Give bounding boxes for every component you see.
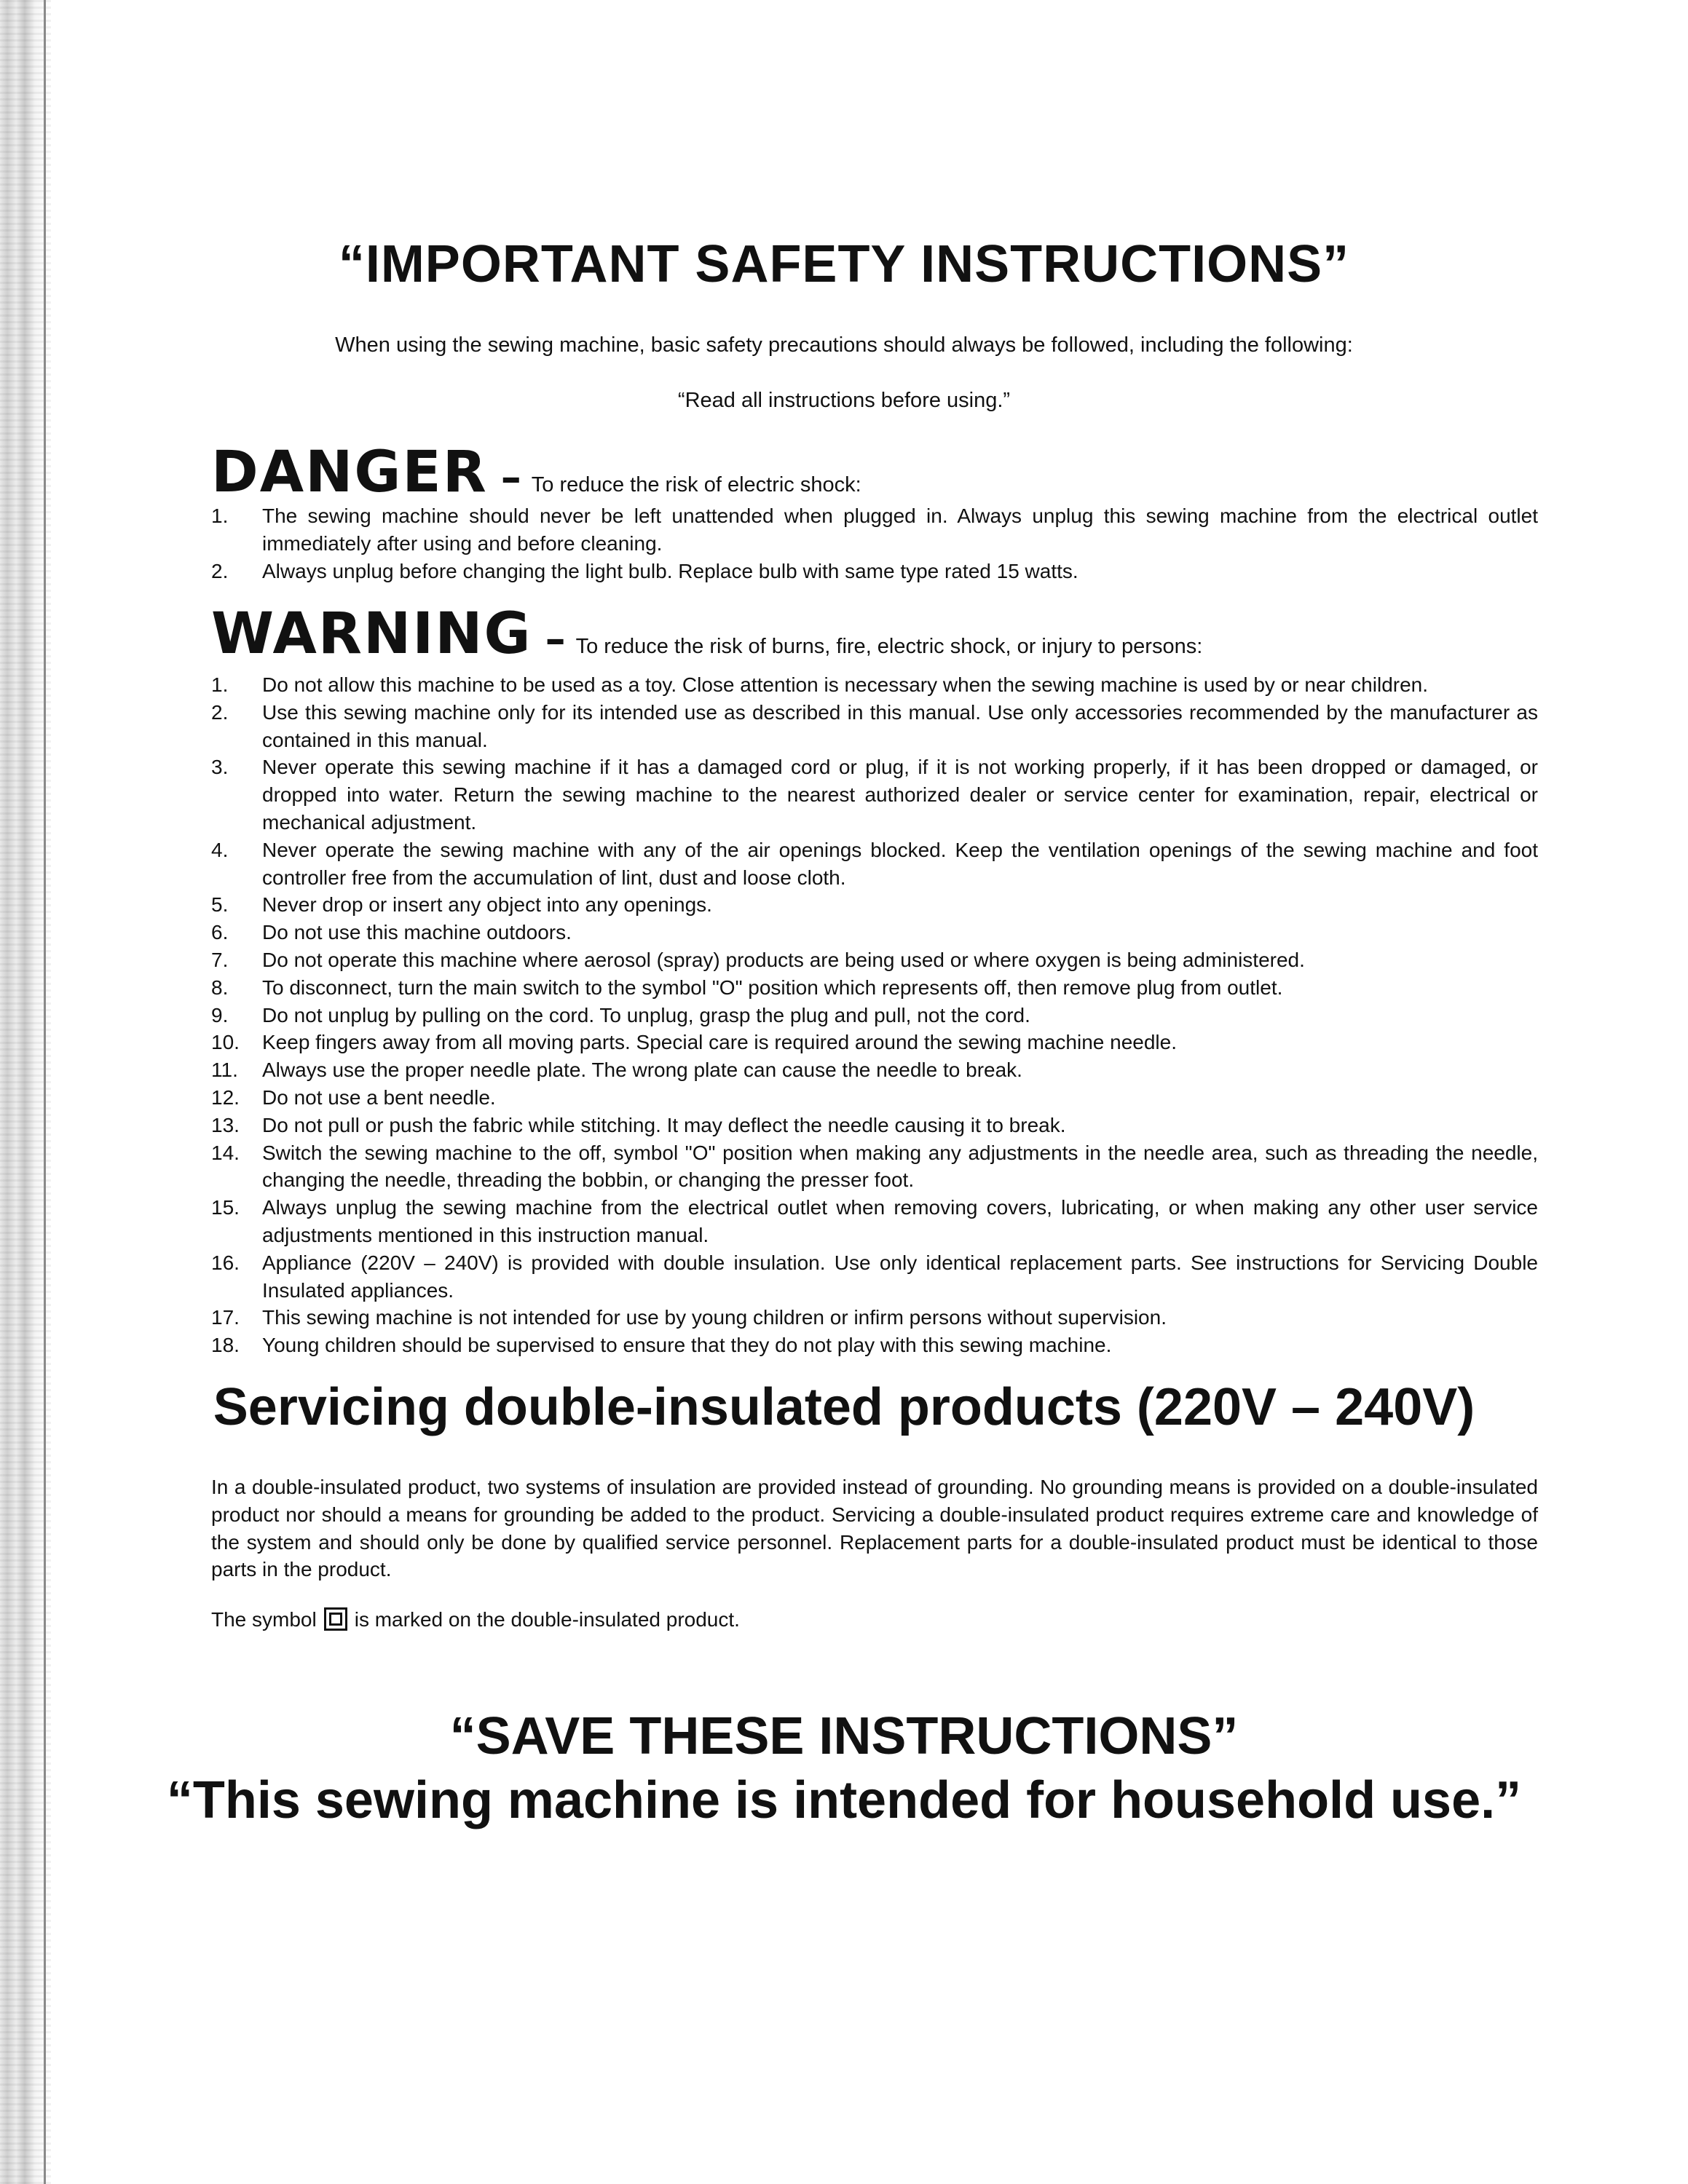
list-item-number: 13. (211, 1113, 240, 1136)
list-item-text: Never operate the sewing machine with any of the air openings blocked. Keep the ventilation openings of the sewing machine and foot controller free from the accumulation of lint, dust and loose cloth. (262, 838, 1538, 889)
list-item-number: 6. (211, 921, 229, 944)
list-item (211, 1112, 1538, 1139)
list-item (211, 1029, 1538, 1056)
list-item-text: Keep fingers away from all moving parts. Special care is required around the sewing machine needle. (262, 1031, 1178, 1054)
symbol-line (211, 1607, 740, 1631)
list-item (211, 1249, 1538, 1305)
list-item-number: 7. (211, 948, 229, 971)
list-item (211, 1002, 1538, 1029)
danger-dash: – (500, 454, 521, 502)
warning-heading (211, 601, 1202, 667)
list-item-text: Never operate this sewing machine if it has a damaged cord or plug, if it is not working properly, if it has been dropped or damaged, or dropped into water. Return the sewing machine to the nearest authorized dealer or service center for examination, repair, electrical or mechanical adjustment. (262, 756, 1538, 834)
list-item (211, 946, 1538, 974)
list-item-number: 3. (211, 756, 229, 779)
list-item (211, 1332, 1538, 1359)
list-item-text: The sewing machine should never be left unattended when plugged in. Always unplug this sewing machine from the electrical outlet immediately after using and before cleaning. (262, 505, 1538, 555)
intro-read-all: “Read all instructions before using.” (677, 389, 1011, 412)
list-item-text: Do not use this machine outdoors. (262, 921, 572, 944)
list-item (211, 1139, 1538, 1195)
list-item-number: 16. (211, 1251, 240, 1274)
list-item-text: Do not operate this machine where aerosol (spray) products are being used or where oxygen is being administered. (262, 948, 1305, 971)
warning-label: WARNING (211, 601, 532, 667)
list-item-number: 11. (211, 1059, 238, 1082)
list-item-number: 10. (211, 1031, 240, 1054)
list-item (211, 558, 1538, 585)
list-item (211, 1084, 1538, 1112)
list-item-text: Do not allow this machine to be used as a toy. Close attention is necessary when the sewing machine is used by or near children. (262, 673, 1429, 696)
intro-precautions: When using the sewing machine, basic safety precautions should always be followed, including the following: (335, 333, 1353, 357)
list-item (211, 753, 1538, 836)
list-item-number: 2. (211, 559, 229, 582)
list-item (211, 891, 1538, 919)
scan-binding-line (44, 0, 46, 2184)
list-item-text: Always unplug before changing the light bulb. Replace bulb with same type rated 15 watts. (262, 559, 1078, 582)
list-item (211, 919, 1538, 946)
list-item-text: Do not pull or push the fabric while stitching. It may deflect the needle causing it to break. (262, 1113, 1066, 1136)
list-item-text: Do not use a bent needle. (262, 1085, 496, 1109)
list-item-text: To disconnect, turn the main switch to the symbol "O" position which represents off, then remove plug from outlet. (262, 976, 1283, 999)
danger-heading (211, 440, 861, 505)
servicing-title: Servicing double-insulated products (220V – 240V) (213, 1378, 1475, 1436)
list-item-text: Switch the sewing machine to the off, symbol "O" position when making any adjustments in the needle area, such as threading the needle, changing the needle, threading the bobbin, or changing the presser foot. (262, 1141, 1538, 1192)
list-item-text: Always unplug the sewing machine from the electrical outlet when removing covers, lubricating, or when making any other user service adjustments mentioned in this instruction manual. (262, 1196, 1538, 1246)
page-title: “IMPORTANT SAFETY INSTRUCTIONS” (338, 235, 1350, 293)
symbol-text-before: The symbol (211, 1608, 317, 1631)
list-item (211, 671, 1538, 699)
list-item (211, 699, 1538, 754)
list-item-text: This sewing machine is not intended for use by young children or infirm persons without supervision. (262, 1306, 1167, 1329)
symbol-text-after: is marked on the double-insulated product. (354, 1608, 740, 1631)
list-item-text: Young children should be supervised to ensure that they do not play with this sewing machine. (262, 1334, 1112, 1357)
danger-list (211, 502, 1538, 585)
warning-dash: – (545, 616, 566, 663)
list-item-number: 18. (211, 1334, 240, 1357)
list-item-text: Always use the proper needle plate. The wrong plate can cause the needle to break. (262, 1059, 1022, 1082)
list-item-text: Do not unplug by pulling on the cord. To unplug, grasp the plug and pull, not the cord. (262, 1003, 1030, 1026)
list-item-number: 12. (211, 1085, 240, 1109)
list-item-number: 2. (211, 700, 229, 724)
list-item (211, 974, 1538, 1002)
list-item-text: Appliance (220V – 240V) is provided with double insulation. Use only identical replacement parts. See instructions for Servicing Double Insulated appliances. (262, 1251, 1538, 1302)
danger-label: DANGER (211, 440, 488, 505)
list-item (211, 836, 1538, 892)
list-item (211, 1194, 1538, 1249)
list-item-text: Use this sewing machine only for its intended use as described in this manual. Use only accessories recommended by the manufacturer as contained in this manual. (262, 700, 1538, 751)
list-item (211, 1304, 1538, 1332)
list-item-number: 17. (211, 1306, 240, 1329)
save-instructions-title: “SAVE THESE INSTRUCTIONS” (449, 1707, 1239, 1765)
list-item-number: 9. (211, 1003, 229, 1026)
danger-subtitle: To reduce the risk of electric shock: (531, 473, 861, 496)
list-item-number: 1. (211, 505, 229, 527)
servicing-paragraph: In a double-insulated product, two systems of insulation are provided instead of grounding. No grounding means is provided on a double-insulated product nor should a means for grounding be added to the product. Servicing a double-insulated product requires extreme care and knowledge of the system and should only be done by qualified service personnel. Replacement parts for a double-insulated product must be identical to those parts in the product. (211, 1476, 1538, 1581)
list-item-number: 5. (211, 893, 229, 917)
warning-list (211, 671, 1538, 1359)
warning-subtitle: To reduce the risk of burns, fire, electric shock, or injury to persons: (575, 635, 1203, 658)
list-item-text: Never drop or insert any object into any openings. (262, 893, 712, 917)
household-use-title: “This sewing machine is intended for household use.” (166, 1771, 1522, 1829)
list-item-number: 1. (211, 673, 229, 696)
list-item-number: 14. (211, 1141, 240, 1164)
list-item-number: 8. (211, 976, 229, 999)
list-item (211, 502, 1538, 558)
list-item (211, 1056, 1538, 1084)
list-item-number: 4. (211, 838, 229, 861)
double-insulation-icon (324, 1607, 347, 1631)
list-item-number: 15. (211, 1196, 240, 1219)
